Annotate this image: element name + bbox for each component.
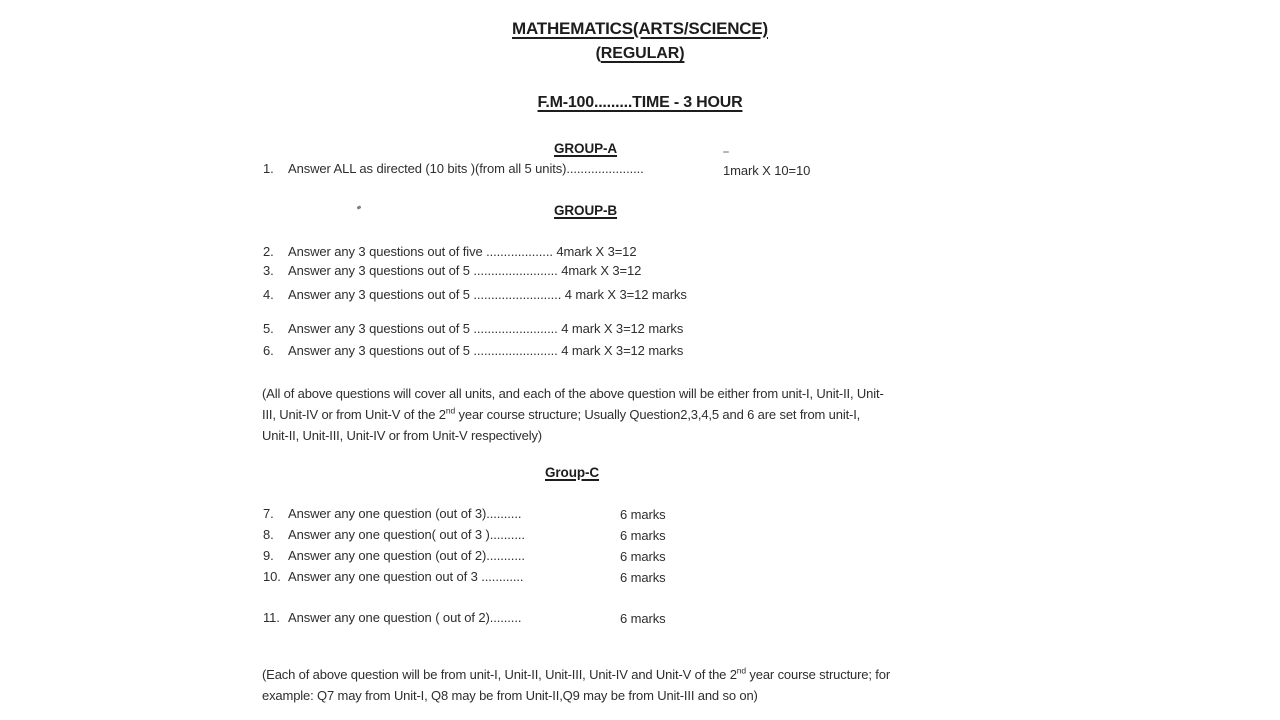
question-row xyxy=(263,287,687,302)
question-row xyxy=(263,610,521,625)
question-number: 10. xyxy=(263,569,281,584)
page-title-text: MATHEMATICS(ARTS/SCIENCE) xyxy=(512,19,768,38)
question-number: 8. xyxy=(263,527,274,542)
full-marks-time-text: F.M-100.........TIME - 3 HOUR xyxy=(537,94,743,111)
question-row xyxy=(263,527,525,542)
question-number: 7. xyxy=(263,506,274,521)
question-number: 5. xyxy=(263,321,274,336)
question-number: 6. xyxy=(263,343,274,358)
scan-artifact-mark xyxy=(723,151,729,153)
question-row xyxy=(263,569,523,584)
question-text: Answer any one question ( out of 2)......... xyxy=(288,610,522,625)
group-c-note xyxy=(262,664,902,706)
question-marks: 6 marks xyxy=(620,549,666,564)
question-number: 4. xyxy=(263,287,274,302)
section-heading-group-a: GROUP-A xyxy=(554,141,618,156)
full-marks-time-line xyxy=(0,94,1280,112)
page-subtitle xyxy=(0,41,1280,67)
question-text: Answer any 3 questions out of five ................... 4mark X 3=12 xyxy=(288,244,637,259)
question-number: 2. xyxy=(263,244,274,259)
scan-artifact-speck xyxy=(357,205,362,210)
question-text: Answer any 3 questions out of 5 ......................... 4 mark X 3=12 marks xyxy=(288,287,687,302)
question-row xyxy=(263,506,521,521)
question-number: 11. xyxy=(263,610,280,625)
document-header xyxy=(0,16,1280,67)
question-text: Answer any one question( out of 3 ).......... xyxy=(288,527,525,542)
group-c-note-part-1: (Each of above question will be from unit-I, Unit-II, Unit-III, Unit-IV and Unit-V of the 2 xyxy=(262,667,737,682)
question-row xyxy=(263,548,525,563)
question-row xyxy=(263,263,641,278)
question-marks: 6 marks xyxy=(620,507,666,522)
question-marks: 6 marks xyxy=(620,611,666,626)
group-c-note-part-2: year course structure; for example: Q7 may from Unit-I, Q8 may be from Unit-II,Q9 may be from Unit-III and so on) xyxy=(262,667,891,703)
group-c-note-superscript: nd xyxy=(736,665,746,676)
question-text: Answer any one question out of 3 ............ xyxy=(288,569,524,584)
question-marks: 6 marks xyxy=(620,528,666,543)
group-b-note-part-2: year course structure; Usually Question2,3,4,5 and 6 are set from unit-I, Unit-II, Unit-III, Unit-IV or from Unit-V respectively) xyxy=(262,407,861,443)
question-row xyxy=(263,161,644,176)
question-marks: 6 marks xyxy=(620,570,666,585)
section-heading-group-c: Group-C xyxy=(545,465,600,480)
question-text: Answer ALL as directed (10 bits )(from all 5 units)...................... xyxy=(288,161,644,176)
group-b-note xyxy=(262,383,887,446)
page-title xyxy=(0,16,1280,41)
page-subtitle-text: REGULAR) xyxy=(600,45,685,62)
question-marks: 1mark X 10=10 xyxy=(723,163,811,178)
question-number: 3. xyxy=(263,263,274,278)
question-row xyxy=(263,244,636,259)
question-number: 9. xyxy=(263,548,274,563)
question-text: Answer any 3 questions out of 5 ........................ 4 mark X 3=12 marks xyxy=(288,321,684,336)
section-heading-group-b: GROUP-B xyxy=(554,203,618,218)
page-subtitle-paren: ( xyxy=(595,45,601,62)
question-number: 1. xyxy=(263,161,274,176)
question-text: Answer any one question (out of 3).......... xyxy=(288,506,522,521)
question-text: Answer any one question (out of 2)........... xyxy=(288,548,525,563)
question-text: Answer any 3 questions out of 5 ........................ 4mark X 3=12 xyxy=(288,263,642,278)
question-row xyxy=(263,321,683,336)
question-row xyxy=(263,343,683,358)
group-b-note-superscript: nd xyxy=(445,405,456,416)
group-b-note-part-1: (All of above questions will cover all units, and each of the above question will be either from unit-I, Unit-II, Unit-III, Unit-IV or from Unit-V of the 2 xyxy=(262,386,884,422)
question-text: Answer any 3 questions out of 5 ........................ 4 mark X 3=12 marks xyxy=(288,343,684,358)
